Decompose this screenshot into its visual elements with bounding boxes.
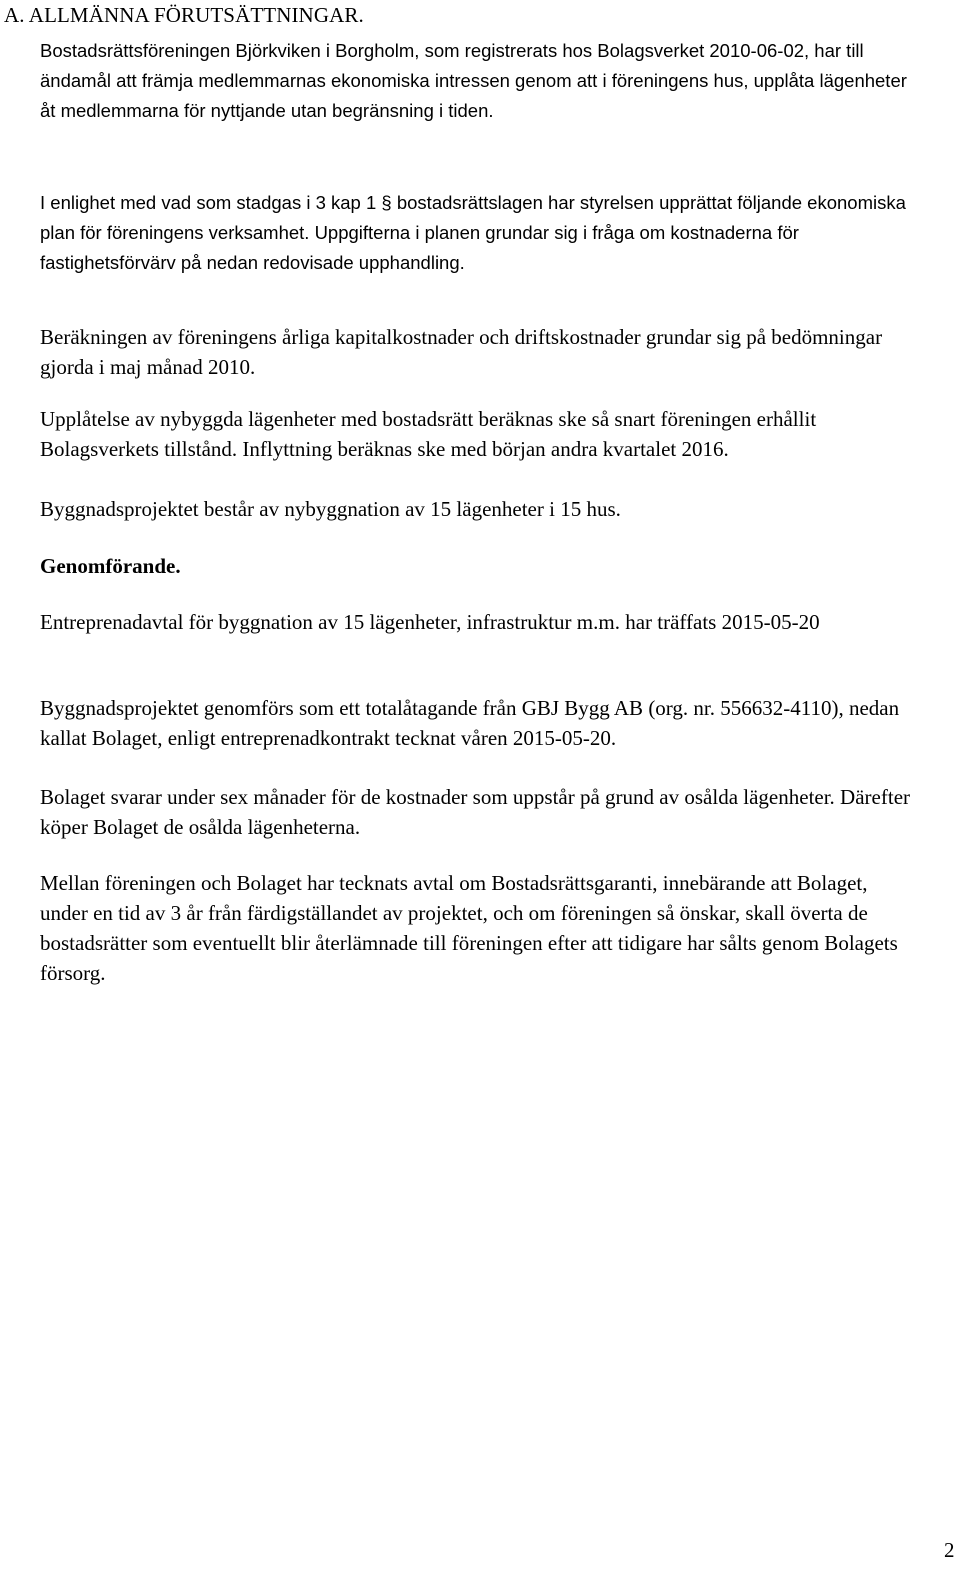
paragraph-building-project: Byggnadsprojektet består av nybyggnation av 15 lägenheter i 15 hus.: [40, 497, 621, 521]
subheading-implementation: Genomförande.: [40, 554, 181, 578]
paragraph-unsold-apartments: Bolaget svarar under sex månader för de kostnader som uppstår på grund av osålda lägenheter. Därefter köper Bolaget de osålda lägenheterna.: [40, 785, 911, 839]
paragraph-contractor: Byggnadsprojektet genomförs som ett totalåtagande från GBJ Bygg AB (org. nr. 556632-4110), nedan kallat Bolaget, enligt entreprenadkontrakt tecknat våren 2015-05-20.: [40, 696, 900, 750]
paragraph-guarantee: Mellan föreningen och Bolaget har tecknats avtal om Bostadsrättsgaranti, innebärande att Bolaget, under en tid av 3 år från färdigställandet av projektet, och om föreningen så önskar, skall överta de bostadsrätter som eventuellt blir återlämnade till föreningen efter att tidigare har sålts genom Bolagets försorg.: [40, 871, 898, 985]
paragraph-cost-calculation: Beräkningen av föreningens årliga kapitalkostnader och driftskostnader grundar sig på bedömningar gjorda i maj månad 2010.: [40, 325, 883, 379]
paragraph-association-purpose: Bostadsrättsföreningen Björkviken i Borgholm, som registrerats hos Bolagsverket 2010-06-02, har till ändamål att främja medlemmarnas ekonomiska intressen genom att i föreningens hus, upplåta lägenheter åt medlemmarna för nyttjande utan begränsning i tiden.: [40, 40, 907, 121]
paragraph-contract: Entreprenadavtal för byggnation av 15 lägenheter, infrastruktur m.m. har träffats 2015-05-20: [40, 610, 820, 634]
paragraph-economic-plan: I enlighet med vad som stadgas i 3 kap 1 § bostadsrättslagen har styrelsen upprättat följande ekonomiska plan för föreningens verksamhet. Uppgifterna i planen grundar sig i fråga om kostnaderna för fastighetsförvärv på nedan redovisade upphandling.: [40, 192, 906, 273]
section-heading: A. ALLMÄNNA FÖRUTSÄTTNINGAR.: [4, 3, 364, 27]
paragraph-occupancy: Upplåtelse av nybyggda lägenheter med bostadsrätt beräknas ske så snart föreningen erhållit Bolagsverkets tillstånd. Inflyttning beräknas ske med början andra kvartalet 2016.: [40, 407, 817, 461]
page-number: 2: [944, 1538, 955, 1562]
